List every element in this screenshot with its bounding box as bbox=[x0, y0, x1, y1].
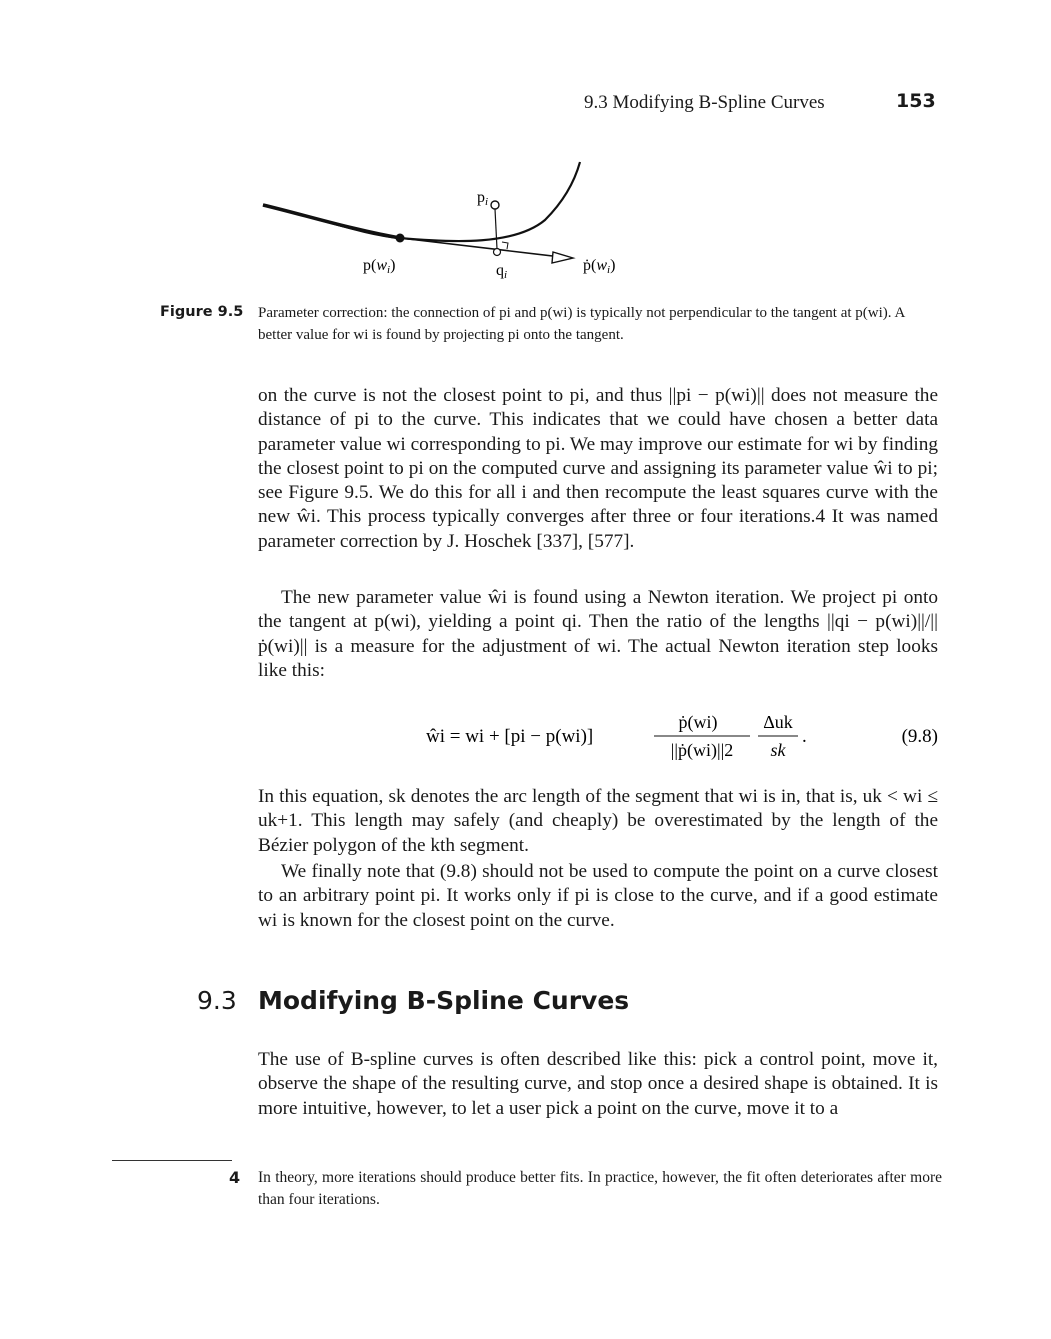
equation-factor-num: Δuk bbox=[763, 712, 793, 732]
equation-denominator: ||ṗ(wi)||2 bbox=[670, 740, 734, 760]
figure-caption: Parameter correction: the connection of pi and p(wi) is typically not perpendicular to the tangent at p(wi). A better value for wi is found by projecting pi onto the tangent. bbox=[258, 305, 905, 343]
running-head: 9.3 Modifying B-Spline Curves bbox=[584, 92, 825, 113]
equation-9-8 bbox=[258, 706, 942, 776]
point-p-i bbox=[491, 201, 499, 209]
label-pdot-wi: ṗ(wi) bbox=[583, 257, 616, 276]
paragraph-2-text: The new parameter value ŵi is found using a Newton iteration. We project pi onto the tangent at p(wi), yielding a point qi. Then the ratio of the lengths ||qi − p(wi)||/||ṗ(wi)|| is a measure for the adjustment of wi. The actual Newton iteration step looks like this: bbox=[258, 587, 938, 681]
label-p-i: pi bbox=[477, 189, 489, 208]
paragraph-1 bbox=[258, 384, 938, 554]
figure-parameter-correction bbox=[255, 150, 655, 280]
footnote-number: 4 bbox=[229, 1168, 241, 1187]
paragraph-3 bbox=[258, 785, 938, 858]
equation-factor-den: sk bbox=[770, 740, 786, 760]
paragraph-1-text: on the curve is not the closest point to pi, and thus ||pi − p(wi)|| does not measure the distance of pi to the curve. This indicates that we could have chosen a better data parameter value wi corresponding to pi. We may improve our estimate for wi by finding the closest point to pi on the computed curve and assigning its parameter value ŵi to pi; see Figure 9.5. We do this for all i and then recompute the least squares curve with the new ŵi. This process typically converges after three or four iterations.4 It was named parameter correction by J. Hoschek [337], [577]. bbox=[258, 385, 938, 552]
label-p-wi: p(wi) bbox=[363, 257, 396, 276]
label-q-i: qi bbox=[496, 262, 508, 280]
section-paragraph bbox=[258, 1048, 938, 1121]
paragraph-2 bbox=[258, 586, 938, 683]
section-number: 9.3 bbox=[197, 986, 237, 1015]
footnote-text: In theory, more iterations should produce better fits. In practice, however, the fit often deteriorates after more than four iterations. bbox=[258, 1169, 942, 1208]
paragraph-4 bbox=[258, 860, 938, 933]
equation-graphic bbox=[258, 706, 942, 776]
section-title: Modifying B-Spline Curves bbox=[258, 986, 630, 1015]
page-number: 153 bbox=[896, 90, 936, 112]
paragraph-3-text: In this equation, sk denotes the arc length of the segment that wi is in, that is, uk < wi ≤ uk+1. This length may safely (and cheaply) be overestimated by the length of the Bézier polygon of the kth segment. bbox=[258, 786, 938, 856]
footnote-rule bbox=[112, 1160, 232, 1161]
tangent-arrowhead bbox=[552, 252, 573, 263]
point-q-i bbox=[494, 249, 501, 256]
equation-lhs: ŵi = wi + [pi − p(wi)] bbox=[426, 726, 594, 747]
equation-numerator: ṗ(wi) bbox=[678, 712, 718, 732]
equation-number: (9.8) bbox=[901, 726, 938, 747]
curve-thick-start bbox=[263, 205, 400, 238]
projection-line bbox=[495, 209, 497, 249]
point-p-wi bbox=[396, 234, 405, 243]
figure-label: Figure 9.5 bbox=[160, 304, 244, 320]
curve bbox=[263, 162, 580, 241]
section-paragraph-text: The use of B-spline curves is often described like this: pick a control point, move it, observe the shape of the resulting curve, and stop once a desired shape is obtained. It is more intuitive, however, to let a user pick a point on the curve, move it to a bbox=[258, 1049, 938, 1119]
paragraph-4-text: We finally note that (9.8) should not be used to compute the point on a curve closest to an arbitrary point pi. It works only if pi is close to the curve, and if a good estimate wi is known for the closest point on the curve. bbox=[258, 861, 938, 931]
right-angle-mark bbox=[502, 242, 508, 249]
equation-period: . bbox=[802, 726, 807, 747]
